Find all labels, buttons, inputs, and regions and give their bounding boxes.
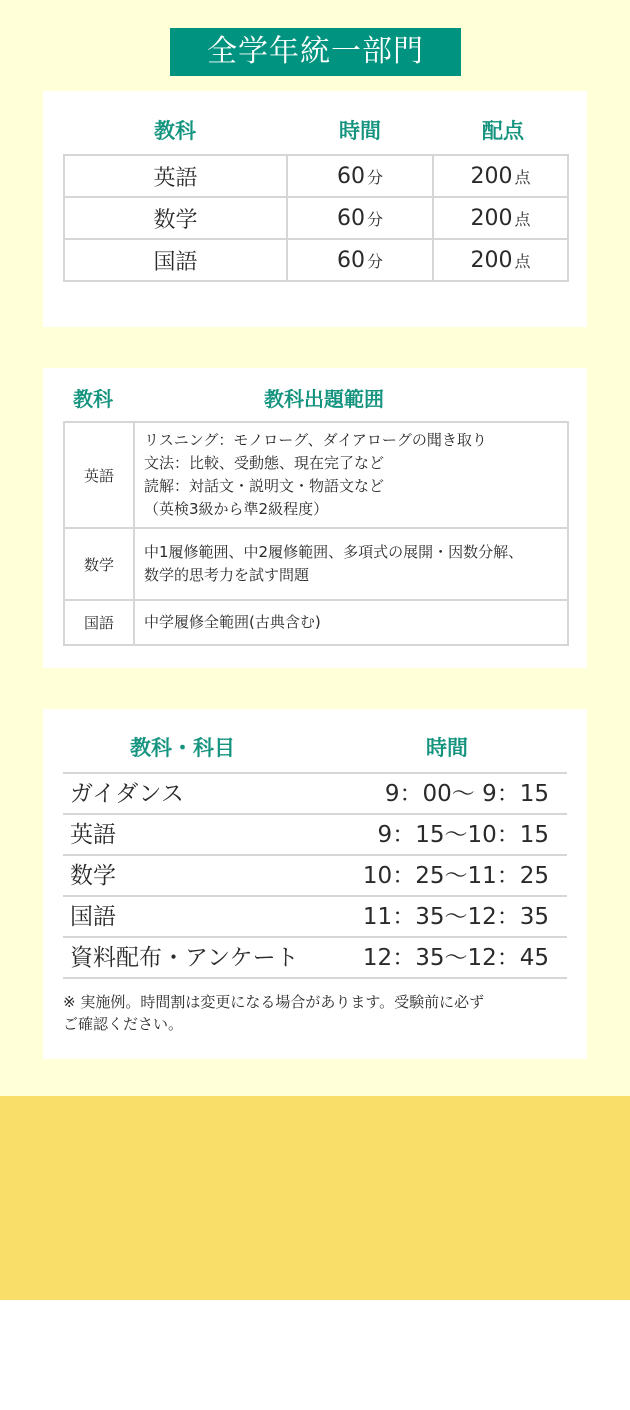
exam-overview-card bbox=[43, 91, 587, 327]
scope-line: 読解：対話文・説明文・物語文など bbox=[144, 477, 385, 495]
scope-card bbox=[43, 368, 587, 668]
scope-description bbox=[134, 528, 568, 600]
table-row bbox=[64, 528, 568, 600]
schedule-row bbox=[63, 897, 567, 938]
scope-line: （英検3級から準2級程度） bbox=[144, 500, 329, 518]
scope-description bbox=[134, 422, 568, 528]
time-value: 60 bbox=[336, 247, 365, 273]
schedule-time: 12：35～12：45 bbox=[362, 945, 549, 971]
score-unit: 点 bbox=[514, 209, 531, 229]
schedule-subject: 英語 bbox=[70, 822, 116, 848]
table-row bbox=[64, 239, 568, 281]
subject-cell: 国語 bbox=[64, 239, 287, 281]
subject-cell: 英語 bbox=[64, 155, 287, 197]
time-cell bbox=[287, 155, 433, 197]
subject-cell: 数学 bbox=[64, 197, 287, 239]
schedule-subject: 国語 bbox=[70, 904, 116, 930]
table-row bbox=[64, 600, 568, 645]
header-time: 時間 bbox=[339, 119, 381, 143]
table-row bbox=[64, 155, 568, 197]
scope-line: リスニング：モノローグ、ダイアローグの聞き取り bbox=[144, 431, 487, 449]
time-unit: 分 bbox=[366, 251, 383, 271]
table-row bbox=[64, 197, 568, 239]
schedule-header-subject: 教科・科目 bbox=[130, 736, 235, 760]
schedule-row bbox=[63, 774, 567, 815]
table-row bbox=[64, 422, 568, 528]
schedule-row bbox=[63, 815, 567, 856]
time-cell bbox=[287, 239, 433, 281]
page-title: 全学年統一部門 bbox=[170, 28, 461, 76]
schedule-list bbox=[63, 772, 567, 979]
schedule-time: 10：25～11：25 bbox=[362, 863, 549, 889]
schedule-subject: ガイダンス bbox=[70, 781, 184, 807]
score-unit: 点 bbox=[514, 251, 531, 271]
score-value: 200 bbox=[470, 205, 513, 231]
subject-cell: 国語 bbox=[64, 600, 134, 645]
scope-line: 中1履修範囲、中2履修範囲、多項式の展開・因数分解、 bbox=[144, 543, 524, 561]
time-value: 60 bbox=[336, 205, 365, 231]
scope-header-subject: 教科 bbox=[73, 387, 113, 411]
schedule-note bbox=[63, 991, 573, 1035]
schedule-header-time: 時間 bbox=[426, 736, 468, 760]
note-line: ご確認ください。 bbox=[63, 1015, 184, 1033]
header-subject: 教科 bbox=[154, 119, 196, 143]
score-cell bbox=[433, 197, 568, 239]
scope-line: 数学的思考力を試す問題 bbox=[144, 566, 310, 584]
subject-cell: 英語 bbox=[64, 422, 134, 528]
score-unit: 点 bbox=[514, 167, 531, 187]
time-cell bbox=[287, 197, 433, 239]
schedule-subject: 資料配布・アンケート bbox=[70, 945, 299, 971]
schedule-time: 11：35～12：35 bbox=[362, 904, 549, 930]
footer-band bbox=[0, 1096, 630, 1300]
score-value: 200 bbox=[470, 247, 513, 273]
schedule-subject: 数学 bbox=[70, 863, 116, 889]
time-unit: 分 bbox=[366, 209, 383, 229]
schedule-card bbox=[43, 709, 587, 1059]
exam-table bbox=[63, 154, 569, 282]
scope-description bbox=[134, 600, 568, 645]
score-value: 200 bbox=[470, 163, 513, 189]
note-line: ※ 実施例。時間割は変更になる場合があります。受験前に必ず bbox=[63, 993, 485, 1011]
time-value: 60 bbox=[336, 163, 365, 189]
scope-table bbox=[63, 421, 569, 646]
scope-line: 文法：比較、受動態、現在完了など bbox=[144, 454, 385, 472]
scope-header-range: 教科出題範囲 bbox=[264, 387, 384, 411]
scope-line: 中学履修全範囲(古典含む) bbox=[144, 613, 321, 631]
schedule-time: 9：00～ 9：15 bbox=[377, 781, 549, 807]
schedule-row bbox=[63, 938, 567, 979]
subject-cell: 数学 bbox=[64, 528, 134, 600]
header-score: 配点 bbox=[482, 119, 524, 143]
schedule-row bbox=[63, 856, 567, 897]
schedule-time: 9：15～10：15 bbox=[370, 822, 549, 848]
score-cell bbox=[433, 239, 568, 281]
score-cell bbox=[433, 155, 568, 197]
time-unit: 分 bbox=[366, 167, 383, 187]
